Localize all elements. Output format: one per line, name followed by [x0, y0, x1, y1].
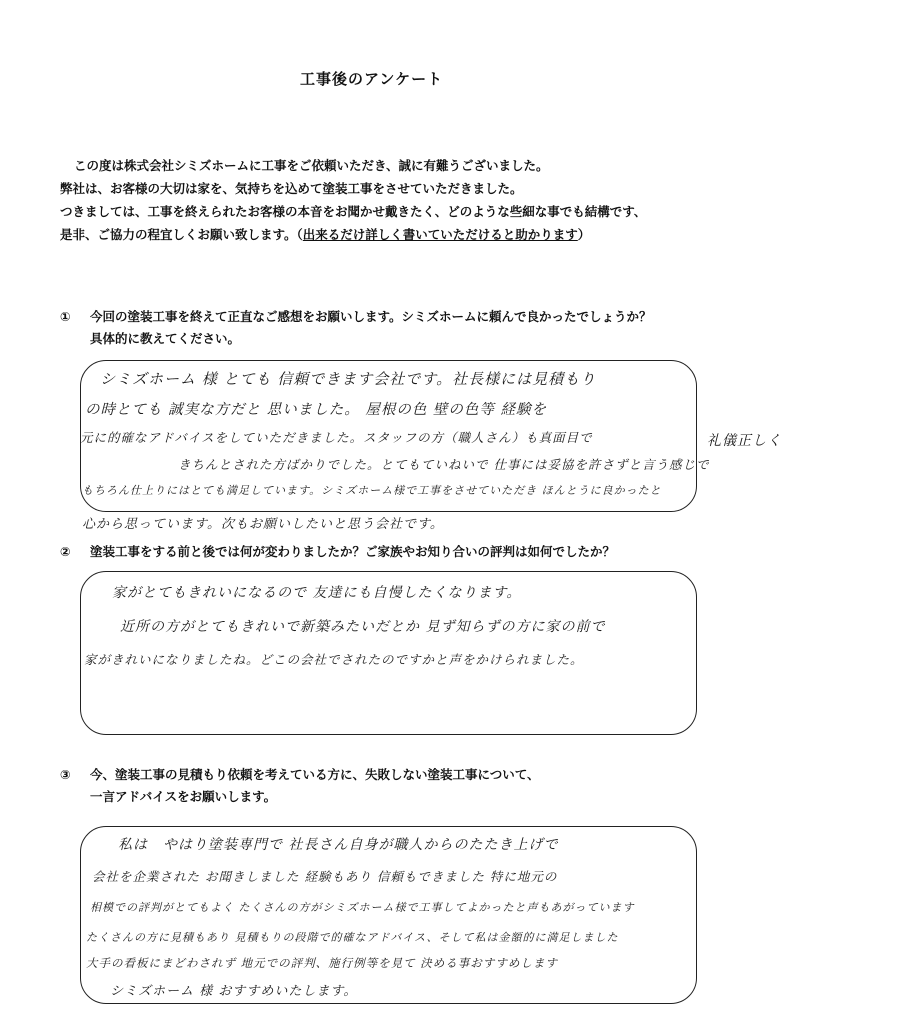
question-1	[60, 306, 652, 350]
question-3-text-line-1: 今、塗装工事の見積もり依頼を考えている方に、失敗しない塗装工事について、	[90, 767, 540, 782]
answer-3-line-2: 会社を企業された お聞きしました 経験もあり 信頼もできました 特に地元の	[92, 869, 558, 884]
answer-1-line-4: きちんとされた方ばかりでした。とてもていねいで 仕事には妥協を許さずと言う感じで	[178, 457, 710, 472]
answer-3-line-1: 私は やはり塗装専門で 社長さん自身が職人からのたたき上げで	[118, 837, 559, 853]
question-3-text-line-2: 一言アドバイスをお願いします。	[90, 789, 277, 804]
answer-1-line-1: シミズホーム 様 とても 信頼できます会社です。社長様には見積もり	[100, 370, 597, 388]
question-1-number: ①	[60, 309, 71, 324]
intro-line-4-prefix: 是非、ご協力の程宜しくお願い致します。（	[60, 227, 303, 242]
answer-1-line-3-extra: 礼儀正しく	[707, 433, 782, 449]
intro-text	[60, 154, 860, 246]
answer-3-line-5: 大手の看板にまどわされず 地元での評判、施行例等を見て 決める事おすすめします	[86, 956, 558, 970]
survey-title: 工事後のアンケート	[300, 70, 444, 88]
answer-1-line-2: の時とても 誠実な方だと 思いました。 屋根の色 壁の色等 経験を	[85, 402, 548, 418]
intro-line-4-underlined: 出来るだけ詳しく書いていただけると助かります	[302, 227, 578, 242]
intro-line-3: つきましては、工事を終えられたお客様の本音をお聞かせ戴きたく、どのような些細な事でも結構です、	[60, 204, 647, 219]
answer-2-line-2: 近所の方がとてもきれいで新築みたいだとか 見ず知らずの方に家の前で	[120, 619, 606, 635]
answer-2-line-3: 家がきれいになりましたね。どこの会社でされたのですかと声をかけられました。	[84, 652, 584, 667]
answer-1-line-5: もちろん仕上りにはとても満足しています。シミズホーム様で工事をさせていただき ほんとうに良かったと	[82, 484, 662, 497]
question-3	[60, 764, 540, 808]
question-2	[60, 541, 615, 563]
answer-3-line-4: たくさんの方に見積もあり 見積もりの段階で的確なアドバイス、そして私は金額的に満足しました	[86, 931, 619, 944]
answer-2-line-1: 家がとてもきれいになるので 友達にも自慢したくなります。	[112, 585, 522, 601]
intro-line-4-suffix: ）	[577, 227, 591, 242]
question-3-number: ③	[60, 767, 71, 782]
answer-1-line-3: 元に的確なアドバイスをしていただきました。スタッフの方（職人さん）も真面目で	[80, 430, 593, 445]
question-2-text-line-1: 塗装工事をする前と後では何が変わりましたか？ご家族やお知り合いの評判は如何でしたか？	[90, 544, 616, 559]
answer-1-line-6: 心から思っています。次もお願いしたいと思う会社です。	[82, 517, 444, 532]
intro-line-4	[60, 223, 860, 246]
intro-line-1: この度は株式会社シミズホームに工事をご依頼いただき、誠に有難うございました。	[74, 158, 549, 173]
question-1-text-line-1: 今回の塗装工事を終えて正直なご感想をお願いします。シミズホームに頼んで良かったでしょうか？	[90, 309, 652, 324]
intro-line-2: 弊社は、お客様の大切は家を、気持ちを込めて塗装工事をさせていただきました。	[60, 181, 523, 196]
answer-3-line-6: シミズホーム 様 おすすめいたします。	[110, 984, 358, 999]
question-2-number: ②	[60, 544, 71, 559]
answer-3-line-3: 相模での評判がとてもよく たくさんの方がシミズホーム様で工事してよかったと声もあがっています	[90, 901, 635, 914]
question-1-text-line-2: 具体的に教えてください。	[90, 331, 241, 346]
